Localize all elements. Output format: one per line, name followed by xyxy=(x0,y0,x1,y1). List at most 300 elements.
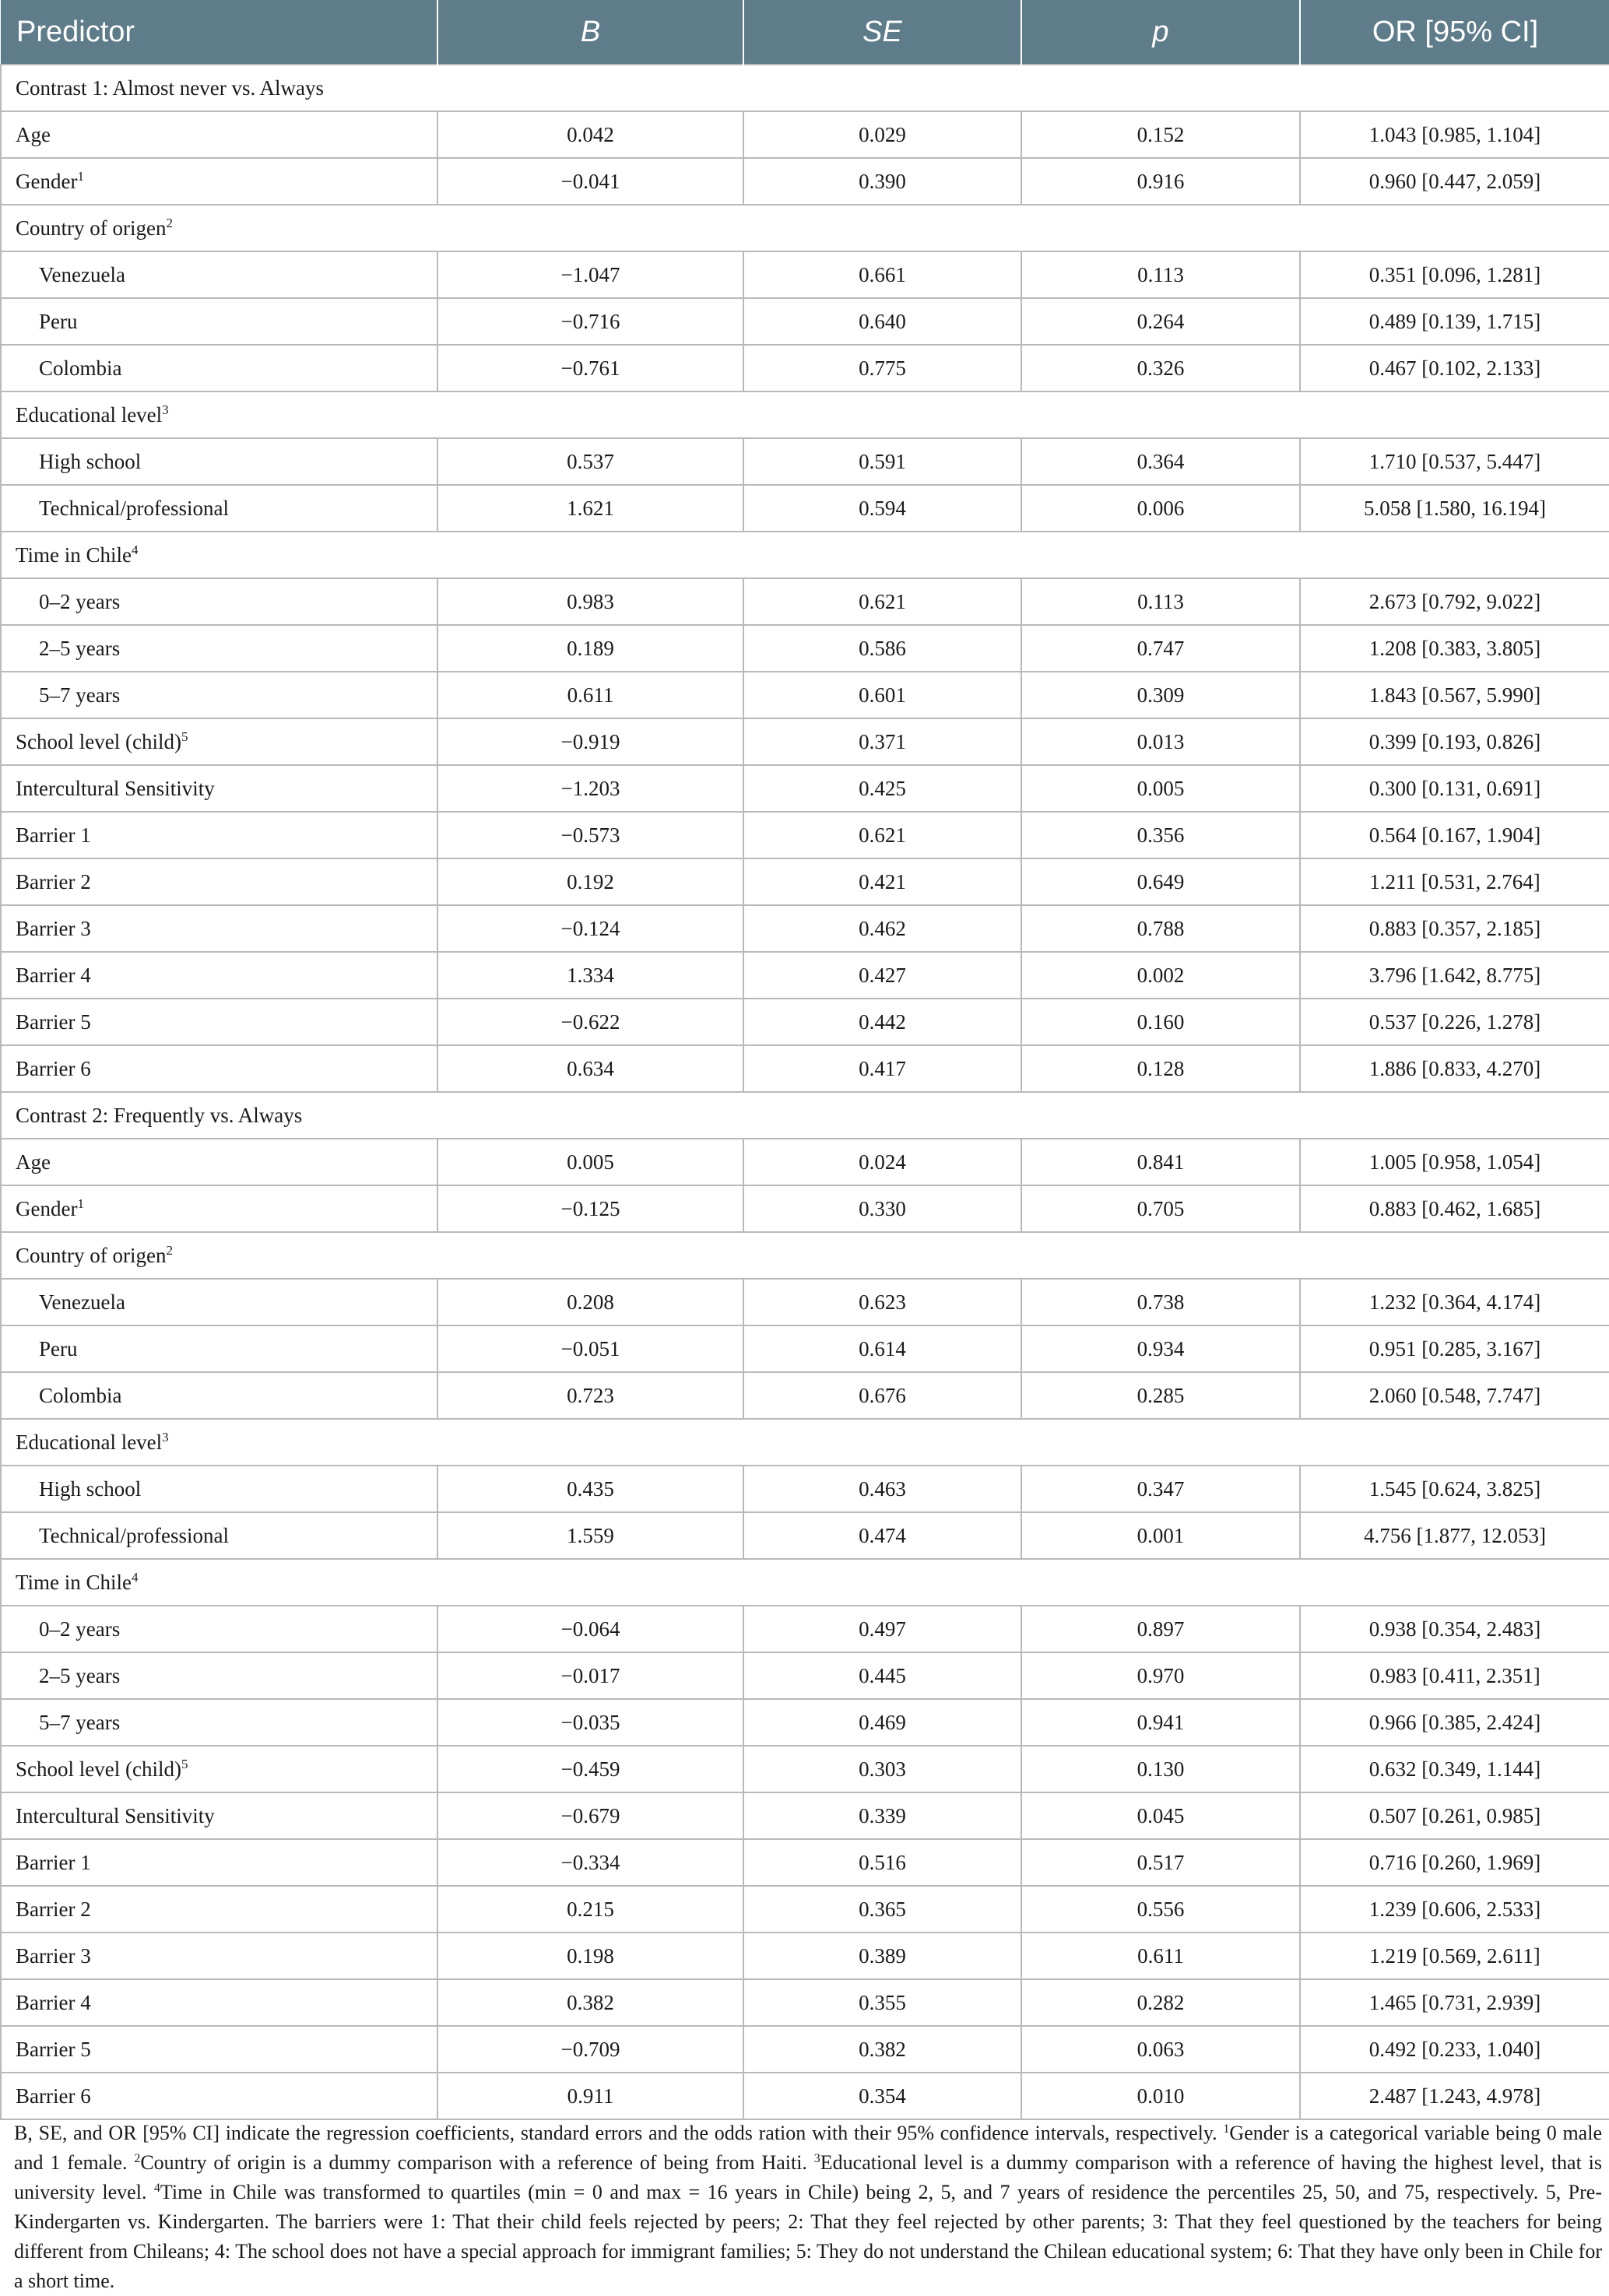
predictor-label: Barrier 2 xyxy=(16,1897,91,1921)
table-row xyxy=(1,1979,1609,2026)
predictor-cell xyxy=(1,2073,437,2119)
p-cell: 0.970 xyxy=(1021,1652,1300,1699)
se-cell: 0.623 xyxy=(743,1279,1021,1325)
predictor-cell xyxy=(1,1839,437,1886)
group-label xyxy=(1,1559,1609,1606)
b-cell: 0.208 xyxy=(437,1279,743,1325)
footnote-marker: 5 xyxy=(181,728,188,744)
b-cell: 0.911 xyxy=(437,2073,743,2119)
se-cell: 0.029 xyxy=(743,111,1021,158)
or-cell: 0.399 [0.193, 0.826] xyxy=(1300,718,1609,765)
group-row xyxy=(1,205,1609,251)
p-cell: 0.556 xyxy=(1021,1886,1300,1933)
b-cell: −1.047 xyxy=(437,251,743,298)
se-cell: 0.463 xyxy=(743,1466,1021,1512)
table-row xyxy=(1,1933,1609,1979)
se-cell: 0.371 xyxy=(743,718,1021,765)
predictor-label: High school xyxy=(39,1476,142,1501)
footnote-marker: 1 xyxy=(77,1195,84,1211)
p-cell: 0.309 xyxy=(1021,672,1300,718)
se-cell: 0.591 xyxy=(743,438,1021,485)
b-cell: −0.124 xyxy=(437,905,743,952)
or-cell: 0.351 [0.096, 1.281] xyxy=(1300,251,1609,298)
se-cell: 0.303 xyxy=(743,1746,1021,1792)
predictor-cell xyxy=(1,1792,437,1839)
footnote-marker: 4 xyxy=(132,1569,139,1585)
b-cell: 1.559 xyxy=(437,1512,743,1559)
p-cell: 0.005 xyxy=(1021,765,1300,812)
or-cell: 0.564 [0.167, 1.904] xyxy=(1300,812,1609,858)
predictor-label: Peru xyxy=(39,1336,78,1360)
b-cell: 0.005 xyxy=(437,1139,743,1185)
se-cell: 0.516 xyxy=(743,1839,1021,1886)
or-cell: 1.465 [0.731, 2.939] xyxy=(1300,1979,1609,2026)
se-cell: 0.389 xyxy=(743,1933,1021,1979)
b-cell: 0.537 xyxy=(437,438,743,485)
se-cell: 0.676 xyxy=(743,1372,1021,1419)
p-cell: 0.264 xyxy=(1021,298,1300,345)
predictor-label: Technical/professional xyxy=(39,1523,230,1547)
or-cell: 0.951 [0.285, 3.167] xyxy=(1300,1325,1609,1372)
predictor-label: Barrier 1 xyxy=(16,823,91,847)
header-row xyxy=(1,0,1609,65)
table-row xyxy=(1,298,1609,345)
se-cell: 0.601 xyxy=(743,672,1021,718)
b-cell: −0.041 xyxy=(437,158,743,205)
predictor-label: Barrier 3 xyxy=(16,1943,91,1968)
b-cell: −0.035 xyxy=(437,1699,743,1746)
predictor-cell xyxy=(1,1512,437,1559)
table-header xyxy=(1,0,1609,65)
table-row xyxy=(1,1886,1609,1933)
predictor-label: Barrier 2 xyxy=(16,869,91,893)
se-cell: 0.442 xyxy=(743,999,1021,1045)
predictor-cell xyxy=(1,952,437,999)
or-cell: 5.058 [1.580, 16.194] xyxy=(1300,485,1609,532)
footnote-marker: 1 xyxy=(77,168,84,184)
or-cell: 2.060 [0.548, 7.747] xyxy=(1300,1372,1609,1419)
header-b: B xyxy=(437,0,743,65)
predictor-cell xyxy=(1,298,437,345)
p-cell: 0.897 xyxy=(1021,1606,1300,1652)
se-cell: 0.417 xyxy=(743,1045,1021,1092)
footnote-marker: 5 xyxy=(181,1756,188,1771)
table-row xyxy=(1,952,1609,999)
predictor-cell xyxy=(1,672,437,718)
p-cell: 0.130 xyxy=(1021,1746,1300,1792)
predictor-label: Age xyxy=(16,122,51,146)
or-cell: 1.710 [0.537, 5.447] xyxy=(1300,438,1609,485)
predictor-label: 2–5 years xyxy=(39,1663,121,1687)
b-cell: −0.125 xyxy=(437,1185,743,1232)
group-row xyxy=(1,1419,1609,1466)
predictor-label: Barrier 6 xyxy=(16,1056,91,1080)
b-cell: 1.334 xyxy=(437,952,743,999)
se-cell: 0.621 xyxy=(743,812,1021,858)
predictor-label: Age xyxy=(16,1150,51,1174)
predictor-label: Gender xyxy=(16,1196,78,1220)
p-cell: 0.160 xyxy=(1021,999,1300,1045)
predictor-cell xyxy=(1,765,437,812)
se-cell: 0.024 xyxy=(743,1139,1021,1185)
b-cell: −0.919 xyxy=(437,718,743,765)
or-cell: 2.487 [1.243, 4.978] xyxy=(1300,2073,1609,2119)
footnote-marker: 4 xyxy=(153,2182,160,2195)
footnote-marker: 3 xyxy=(813,2152,820,2165)
se-cell: 0.382 xyxy=(743,2026,1021,2073)
table-row xyxy=(1,1279,1609,1325)
predictor-label: Barrier 6 xyxy=(16,2084,91,2108)
table-row xyxy=(1,1839,1609,1886)
table-row xyxy=(1,625,1609,672)
or-cell: 1.211 [0.531, 2.764] xyxy=(1300,858,1609,905)
group-row xyxy=(1,532,1609,578)
header-p: p xyxy=(1021,0,1300,65)
or-cell: 0.716 [0.260, 1.969] xyxy=(1300,1839,1609,1886)
or-cell: 1.239 [0.606, 2.533] xyxy=(1300,1886,1609,1933)
se-cell: 0.330 xyxy=(743,1185,1021,1232)
se-cell: 0.427 xyxy=(743,952,1021,999)
or-cell: 2.673 [0.792, 9.022] xyxy=(1300,578,1609,625)
p-cell: 0.013 xyxy=(1021,718,1300,765)
p-cell: 0.934 xyxy=(1021,1325,1300,1372)
or-cell: 1.005 [0.958, 1.054] xyxy=(1300,1139,1609,1185)
group-row xyxy=(1,1232,1609,1279)
table-row xyxy=(1,1466,1609,1512)
b-cell: 0.042 xyxy=(437,111,743,158)
b-cell: −0.622 xyxy=(437,999,743,1045)
p-cell: 0.747 xyxy=(1021,625,1300,672)
footnote-marker: 2 xyxy=(166,1242,173,1258)
or-cell: 0.632 [0.349, 1.144] xyxy=(1300,1746,1609,1792)
predictor-cell xyxy=(1,251,437,298)
predictor-cell xyxy=(1,1279,437,1325)
b-cell: −0.334 xyxy=(437,1839,743,1886)
b-cell: 0.382 xyxy=(437,1979,743,2026)
p-cell: 0.113 xyxy=(1021,578,1300,625)
section-row xyxy=(1,65,1609,111)
row-label-text: Educational level xyxy=(16,402,163,427)
p-cell: 0.941 xyxy=(1021,1699,1300,1746)
b-cell: 0.189 xyxy=(437,625,743,672)
p-cell: 0.002 xyxy=(1021,952,1300,999)
table-row xyxy=(1,858,1609,905)
p-cell: 0.285 xyxy=(1021,1372,1300,1419)
predictor-label: School level (child) xyxy=(16,729,181,753)
table-row xyxy=(1,1652,1609,1699)
predictor-cell xyxy=(1,1466,437,1512)
section-label xyxy=(1,65,1609,111)
se-cell: 0.421 xyxy=(743,858,1021,905)
predictor-label: 0–2 years xyxy=(39,1617,121,1641)
predictor-label: Venezuela xyxy=(39,1290,125,1314)
predictor-cell xyxy=(1,1699,437,1746)
b-cell: −0.709 xyxy=(437,2026,743,2073)
p-cell: 0.152 xyxy=(1021,111,1300,158)
table-row xyxy=(1,2073,1609,2119)
p-cell: 0.063 xyxy=(1021,2026,1300,2073)
predictor-label: Colombia xyxy=(39,356,122,380)
predictor-cell xyxy=(1,1185,437,1232)
footnote-text: Country of origin is a dummy comparison with a reference of being from Haiti. xyxy=(140,2151,814,2174)
se-cell: 0.474 xyxy=(743,1512,1021,1559)
predictor-cell xyxy=(1,625,437,672)
predictor-label: Intercultural Sensitivity xyxy=(16,776,215,800)
footnote-text: Educational level is a dummy comparison with a reference of having the highest level, that is university level. xyxy=(14,2151,1602,2203)
table-row xyxy=(1,1139,1609,1185)
predictor-label: Barrier 5 xyxy=(16,2037,91,2061)
table-row xyxy=(1,718,1609,765)
or-cell: 0.883 [0.462, 1.685] xyxy=(1300,1185,1609,1232)
predictor-cell xyxy=(1,2026,437,2073)
table-body xyxy=(1,65,1609,2119)
b-cell: −1.203 xyxy=(437,765,743,812)
or-cell: 0.938 [0.354, 2.483] xyxy=(1300,1606,1609,1652)
b-cell: 0.983 xyxy=(437,578,743,625)
or-cell: 1.219 [0.569, 2.611] xyxy=(1300,1933,1609,1979)
header-se: SE xyxy=(743,0,1021,65)
predictor-label: Barrier 1 xyxy=(16,1850,91,1874)
footnote-text: Time in Chile was transformed to quartiles (min = 0 and max = 16 years in Chile) being 2, 5, and 7 years of residence the percentiles 25, 50, and 75, respectively. 5, Pre-Kindergarten vs. Kindergarten. The barriers were 1: That their child feels rejected by peers; 2: That they feel rejected by other parents; 3: That they feel questioned by the teachers for being different from Chileans; 4: The school does not have a special approach for immigrant families; 5: They do not understand the Chilean educational system; 6: That they have only been in Chile for a short time. xyxy=(14,2181,1602,2292)
table-row xyxy=(1,158,1609,205)
predictor-cell xyxy=(1,1139,437,1185)
table-row xyxy=(1,438,1609,485)
predictor-cell xyxy=(1,1372,437,1419)
table-row xyxy=(1,1792,1609,1839)
table-row xyxy=(1,812,1609,858)
p-cell: 0.649 xyxy=(1021,858,1300,905)
b-cell: −0.573 xyxy=(437,812,743,858)
table-row xyxy=(1,905,1609,952)
se-cell: 0.390 xyxy=(743,158,1021,205)
p-cell: 0.788 xyxy=(1021,905,1300,952)
predictor-cell xyxy=(1,1606,437,1652)
header-or: OR [95% CI] xyxy=(1300,0,1609,65)
or-cell: 0.537 [0.226, 1.278] xyxy=(1300,999,1609,1045)
table-footnote xyxy=(14,2119,1602,2296)
or-cell: 1.043 [0.985, 1.104] xyxy=(1300,111,1609,158)
p-cell: 0.326 xyxy=(1021,345,1300,391)
p-cell: 0.113 xyxy=(1021,251,1300,298)
predictor-cell xyxy=(1,1325,437,1372)
predictor-cell xyxy=(1,485,437,532)
predictor-label: Barrier 5 xyxy=(16,1009,91,1034)
predictor-cell xyxy=(1,1979,437,2026)
section-label xyxy=(1,1092,1609,1139)
table-row xyxy=(1,1325,1609,1372)
predictor-cell xyxy=(1,718,437,765)
predictor-label: Venezuela xyxy=(39,262,125,286)
se-cell: 0.621 xyxy=(743,578,1021,625)
predictor-cell xyxy=(1,1933,437,1979)
b-cell: 0.634 xyxy=(437,1045,743,1092)
predictor-cell xyxy=(1,905,437,952)
p-cell: 0.128 xyxy=(1021,1045,1300,1092)
predictor-cell xyxy=(1,1652,437,1699)
or-cell: 0.492 [0.233, 1.040] xyxy=(1300,2026,1609,2073)
predictor-label: Gender xyxy=(16,169,78,193)
se-cell: 0.594 xyxy=(743,485,1021,532)
b-cell: −0.761 xyxy=(437,345,743,391)
p-cell: 0.738 xyxy=(1021,1279,1300,1325)
p-cell: 0.045 xyxy=(1021,1792,1300,1839)
table-row xyxy=(1,485,1609,532)
p-cell: 0.347 xyxy=(1021,1466,1300,1512)
group-row xyxy=(1,391,1609,438)
predictor-label: Intercultural Sensitivity xyxy=(16,1803,215,1827)
table-row xyxy=(1,999,1609,1045)
footnote-text: B, SE, and OR [95% CI] indicate the regression coefficients, standard errors and the odds ration with their 95% confidence intervals, respectively. xyxy=(14,2122,1224,2144)
row-label-text: Contrast 1: Almost never vs. Always xyxy=(16,75,324,100)
se-cell: 0.462 xyxy=(743,905,1021,952)
b-cell: −0.051 xyxy=(437,1325,743,1372)
table-row xyxy=(1,765,1609,812)
p-cell: 0.841 xyxy=(1021,1139,1300,1185)
footnote-marker: 4 xyxy=(132,542,139,557)
group-label xyxy=(1,1232,1609,1279)
or-cell: 1.886 [0.833, 4.270] xyxy=(1300,1045,1609,1092)
se-cell: 0.425 xyxy=(743,765,1021,812)
se-cell: 0.355 xyxy=(743,1979,1021,2026)
b-cell: 0.611 xyxy=(437,672,743,718)
group-row xyxy=(1,1559,1609,1606)
predictor-cell xyxy=(1,1886,437,1933)
se-cell: 0.775 xyxy=(743,345,1021,391)
predictor-label: School level (child) xyxy=(16,1757,181,1781)
b-cell: 0.215 xyxy=(437,1886,743,1933)
p-cell: 0.001 xyxy=(1021,1512,1300,1559)
predictor-cell xyxy=(1,858,437,905)
or-cell: 1.545 [0.624, 3.825] xyxy=(1300,1466,1609,1512)
or-cell: 0.983 [0.411, 2.351] xyxy=(1300,1652,1609,1699)
p-cell: 0.611 xyxy=(1021,1933,1300,1979)
predictor-cell xyxy=(1,1045,437,1092)
se-cell: 0.339 xyxy=(743,1792,1021,1839)
footnote-marker: 3 xyxy=(162,1429,169,1445)
predictor-cell xyxy=(1,812,437,858)
se-cell: 0.365 xyxy=(743,1886,1021,1933)
p-cell: 0.916 xyxy=(1021,158,1300,205)
predictor-label: 0–2 years xyxy=(39,589,121,613)
header-predictor: Predictor xyxy=(1,0,437,65)
row-label-text: Contrast 2: Frequently vs. Always xyxy=(16,1103,303,1127)
b-cell: 0.198 xyxy=(437,1933,743,1979)
se-cell: 0.614 xyxy=(743,1325,1021,1372)
predictor-cell xyxy=(1,1746,437,1792)
row-label-text: Educational level xyxy=(16,1430,163,1454)
p-cell: 0.282 xyxy=(1021,1979,1300,2026)
predictor-label: Barrier 4 xyxy=(16,963,91,987)
predictor-cell xyxy=(1,158,437,205)
se-cell: 0.497 xyxy=(743,1606,1021,1652)
or-cell: 0.300 [0.131, 0.691] xyxy=(1300,765,1609,812)
table-row xyxy=(1,578,1609,625)
b-cell: −0.459 xyxy=(437,1746,743,1792)
or-cell: 1.232 [0.364, 4.174] xyxy=(1300,1279,1609,1325)
predictor-label: Barrier 3 xyxy=(16,916,91,940)
b-cell: −0.017 xyxy=(437,1652,743,1699)
se-cell: 0.586 xyxy=(743,625,1021,672)
or-cell: 0.489 [0.139, 1.715] xyxy=(1300,298,1609,345)
table-row xyxy=(1,1699,1609,1746)
p-cell: 0.705 xyxy=(1021,1185,1300,1232)
or-cell: 0.960 [0.447, 2.059] xyxy=(1300,158,1609,205)
section-row xyxy=(1,1092,1609,1139)
group-label xyxy=(1,205,1609,251)
table-row xyxy=(1,2026,1609,2073)
se-cell: 0.445 xyxy=(743,1652,1021,1699)
se-cell: 0.640 xyxy=(743,298,1021,345)
b-cell: 0.192 xyxy=(437,858,743,905)
p-cell: 0.517 xyxy=(1021,1839,1300,1886)
or-cell: 0.883 [0.357, 2.185] xyxy=(1300,905,1609,952)
predictor-cell xyxy=(1,111,437,158)
predictor-label: Colombia xyxy=(39,1383,122,1407)
predictor-label: 5–7 years xyxy=(39,1710,121,1734)
p-cell: 0.364 xyxy=(1021,438,1300,485)
b-cell: 1.621 xyxy=(437,485,743,532)
group-label xyxy=(1,1419,1609,1466)
predictor-label: Technical/professional xyxy=(39,496,230,520)
b-cell: −0.716 xyxy=(437,298,743,345)
footnote-marker: 2 xyxy=(166,215,173,230)
table-row xyxy=(1,1045,1609,1092)
b-cell: −0.679 xyxy=(437,1792,743,1839)
predictor-label: Barrier 4 xyxy=(16,1990,91,2014)
table-row xyxy=(1,345,1609,391)
or-cell: 1.208 [0.383, 3.805] xyxy=(1300,625,1609,672)
or-cell: 0.467 [0.102, 2.133] xyxy=(1300,345,1609,391)
predictor-label: 2–5 years xyxy=(39,636,121,660)
footnote-text: Gender is a categorical variable being 0 male and 1 female. xyxy=(14,2122,1602,2174)
row-label-text: Time in Chile xyxy=(16,542,132,567)
footnote-marker: 2 xyxy=(134,2152,141,2165)
or-cell: 1.843 [0.567, 5.990] xyxy=(1300,672,1609,718)
b-cell: 0.435 xyxy=(437,1466,743,1512)
footnote-marker: 3 xyxy=(162,402,169,417)
predictor-cell xyxy=(1,345,437,391)
se-cell: 0.661 xyxy=(743,251,1021,298)
table-row xyxy=(1,1606,1609,1652)
table-row xyxy=(1,1746,1609,1792)
group-label xyxy=(1,532,1609,578)
p-cell: 0.010 xyxy=(1021,2073,1300,2119)
table-row xyxy=(1,1185,1609,1232)
b-cell: 0.723 xyxy=(437,1372,743,1419)
table-row xyxy=(1,1372,1609,1419)
predictor-cell xyxy=(1,438,437,485)
or-cell: 0.966 [0.385, 2.424] xyxy=(1300,1699,1609,1746)
predictor-label: 5–7 years xyxy=(39,683,121,707)
predictor-label: Peru xyxy=(39,309,78,333)
table-row xyxy=(1,251,1609,298)
predictor-cell xyxy=(1,578,437,625)
table-row xyxy=(1,111,1609,158)
se-cell: 0.354 xyxy=(743,2073,1021,2119)
predictor-label: High school xyxy=(39,449,142,473)
table-row xyxy=(1,672,1609,718)
table-row xyxy=(1,1512,1609,1559)
or-cell: 0.507 [0.261, 0.985] xyxy=(1300,1792,1609,1839)
row-label-text: Time in Chile xyxy=(16,1570,132,1594)
row-label-text: Country of origen xyxy=(16,1243,167,1267)
b-cell: −0.064 xyxy=(437,1606,743,1652)
p-cell: 0.356 xyxy=(1021,812,1300,858)
se-cell: 0.469 xyxy=(743,1699,1021,1746)
row-label-text: Country of origen xyxy=(16,216,167,240)
footnote-marker: 1 xyxy=(1223,2122,1230,2136)
or-cell: 4.756 [1.877, 12.053] xyxy=(1300,1512,1609,1559)
